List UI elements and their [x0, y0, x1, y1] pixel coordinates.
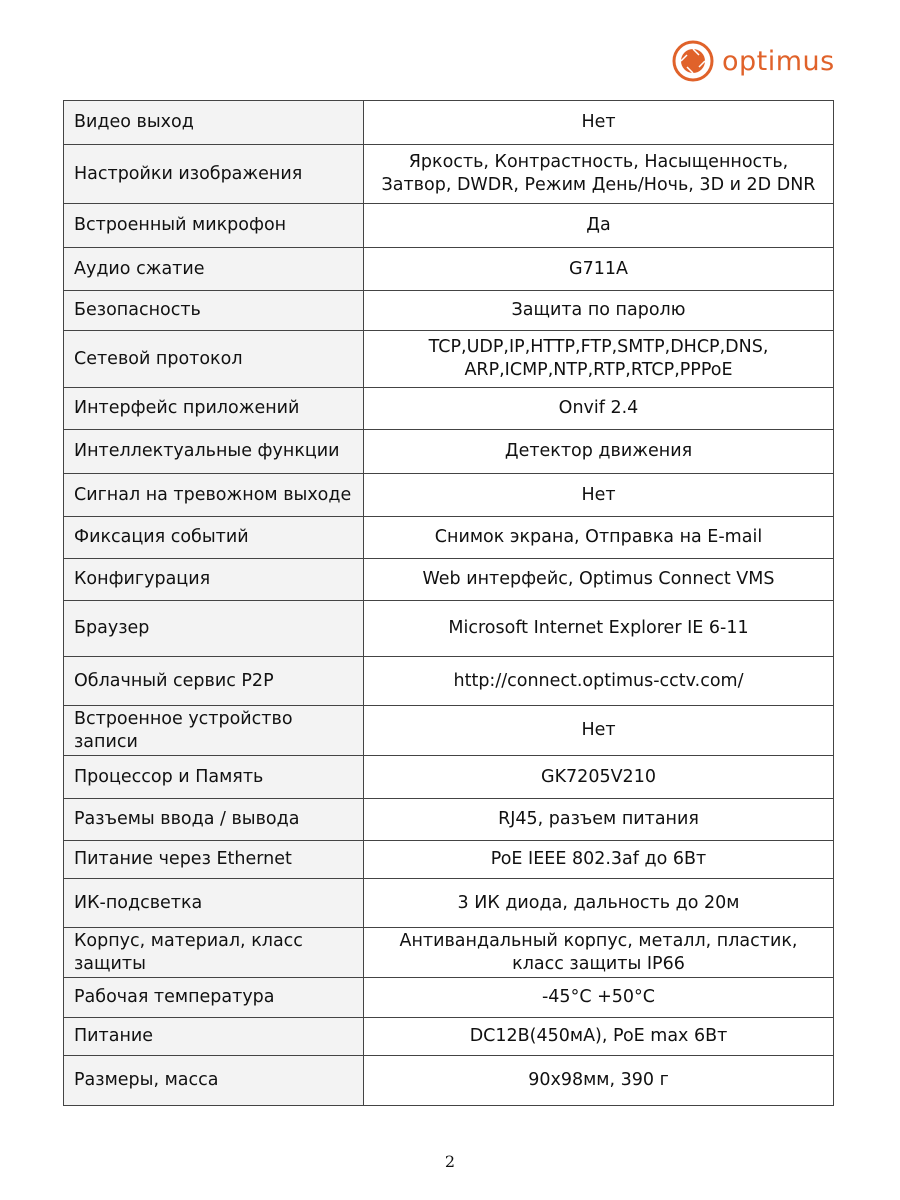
spec-value: 90x98мм, 390 г	[364, 1056, 834, 1106]
table-row	[64, 978, 834, 1018]
table-row	[64, 841, 834, 879]
spec-value: -45°C +50°C	[364, 978, 834, 1018]
spec-label: Сигнал на тревожном выходе	[64, 474, 364, 517]
spec-label: Настройки изображения	[64, 145, 364, 204]
spec-label: Безопасность	[64, 291, 364, 331]
spec-value: Microsoft Internet Explorer IE 6-11	[364, 601, 834, 657]
spec-value: Нет	[364, 474, 834, 517]
spec-label: ИК-подсветка	[64, 879, 364, 928]
aperture-logo-icon	[672, 40, 714, 82]
spec-value: Детектор движения	[364, 430, 834, 474]
spec-value: Яркость, Контрастность, Насыщенность, Затвор, DWDR, Режим День/Ночь, 3D и 2D DNR	[364, 145, 834, 204]
table-row	[64, 756, 834, 799]
spec-label: Облачный сервис P2P	[64, 657, 364, 706]
spec-value: DC12В(450мА), PoE max 6Вт	[364, 1018, 834, 1056]
spec-value: Снимок экрана, Отправка на E-mail	[364, 517, 834, 559]
table-row	[64, 204, 834, 248]
spec-value: 3 ИК диода, дальность до 20м	[364, 879, 834, 928]
spec-value: Нет	[364, 101, 834, 145]
spec-label: Питание	[64, 1018, 364, 1056]
table-row	[64, 430, 834, 474]
spec-value: G711A	[364, 248, 834, 291]
spec-value: TCP,UDP,IP,HTTP,FTP,SMTP,DHCP,DNS, ARP,ICMP,NTP,RTP,RTCP,PPPoE	[364, 331, 834, 388]
table-row	[64, 474, 834, 517]
spec-label: Браузер	[64, 601, 364, 657]
spec-value: Onvif 2.4	[364, 388, 834, 430]
table-row	[64, 291, 834, 331]
spec-label: Аудио сжатие	[64, 248, 364, 291]
spec-label: Размеры, масса	[64, 1056, 364, 1106]
table-row	[64, 657, 834, 706]
spec-value: RJ45, разъем питания	[364, 799, 834, 841]
spec-value: GK7205V210	[364, 756, 834, 799]
spec-label: Рабочая температура	[64, 978, 364, 1018]
table-row	[64, 706, 834, 756]
spec-value: Нет	[364, 706, 834, 756]
table-row	[64, 559, 834, 601]
spec-value: Web интерфейс, Optimus Connect VMS	[364, 559, 834, 601]
spec-label: Питание через Ethernet	[64, 841, 364, 879]
table-row	[64, 101, 834, 145]
spec-value: Да	[364, 204, 834, 248]
spec-label: Процессор и Память	[64, 756, 364, 799]
table-row	[64, 879, 834, 928]
spec-value: PoE IEEE 802.3af до 6Вт	[364, 841, 834, 879]
table-row	[64, 799, 834, 841]
table-row	[64, 928, 834, 978]
page-number: 2	[444, 1152, 456, 1171]
spec-label: Корпус, материал, класс защиты	[64, 928, 364, 978]
spec-label: Интеллектуальные функции	[64, 430, 364, 474]
table-row	[64, 1018, 834, 1056]
table-row	[64, 388, 834, 430]
table-row	[64, 517, 834, 559]
brand-logo	[672, 40, 835, 82]
table-row	[64, 601, 834, 657]
table-row	[64, 145, 834, 204]
spec-label: Фиксация событий	[64, 517, 364, 559]
spec-value: Антивандальный корпус, металл, пластик, класс защиты IP66	[364, 928, 834, 978]
spec-value: http://connect.optimus-cctv.com/	[364, 657, 834, 706]
spec-label: Конфигурация	[64, 559, 364, 601]
logo-text: optimus	[722, 45, 835, 77]
spec-label: Видео выход	[64, 101, 364, 145]
spec-table	[63, 100, 834, 1106]
spec-value: Защита по паролю	[364, 291, 834, 331]
spec-label: Разъемы ввода / вывода	[64, 799, 364, 841]
spec-label: Встроенное устройство записи	[64, 706, 364, 756]
spec-label: Интерфейс приложений	[64, 388, 364, 430]
table-row	[64, 1056, 834, 1106]
spec-label: Сетевой протокол	[64, 331, 364, 388]
table-row	[64, 248, 834, 291]
spec-label: Встроенный микрофон	[64, 204, 364, 248]
table-row	[64, 331, 834, 388]
